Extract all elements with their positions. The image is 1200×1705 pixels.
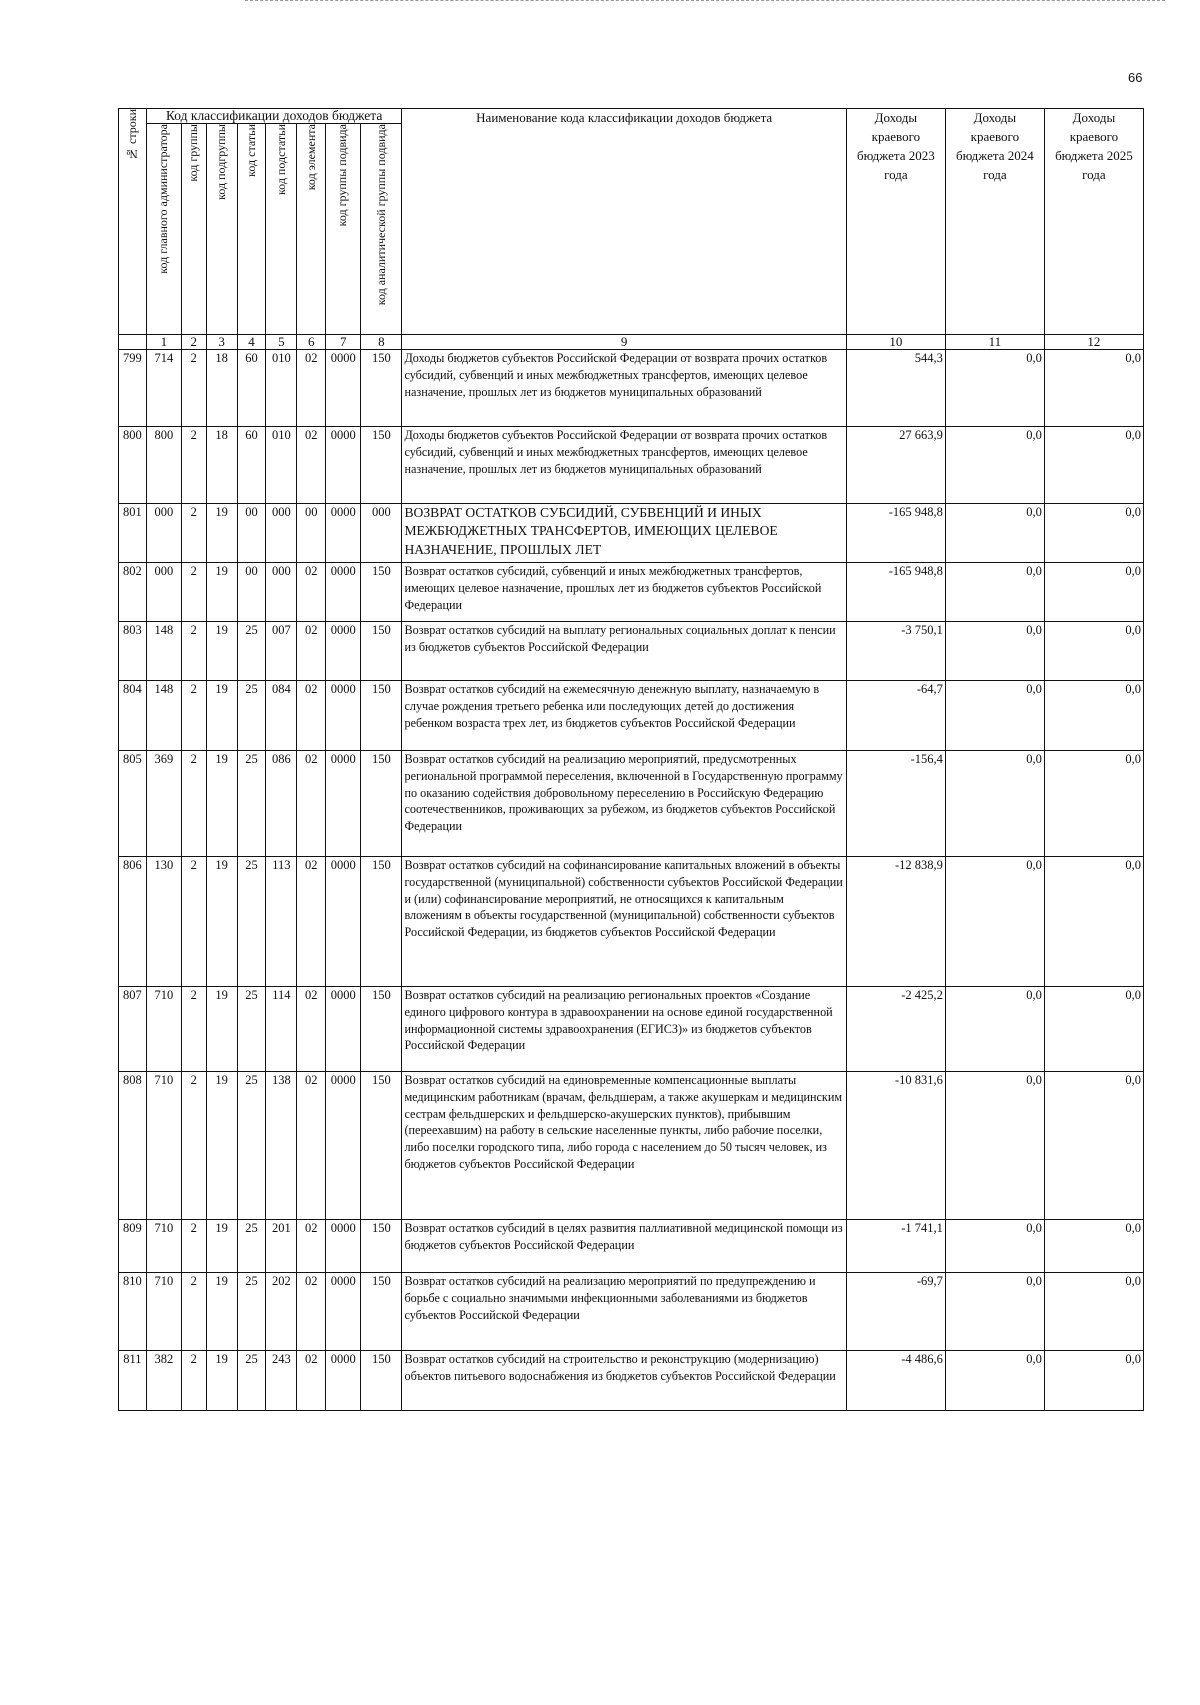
administrator-code-cell: 148: [146, 622, 181, 681]
subgroup-code-cell: 19: [206, 1220, 237, 1273]
administrator-code-cell: 800: [146, 427, 181, 504]
row-number-cell: 804: [119, 681, 147, 751]
analytic-group-code-cell: 150: [361, 1273, 402, 1351]
administrator-code-cell: 382: [146, 1351, 181, 1411]
value-2024-cell: 0,0: [945, 1351, 1044, 1411]
analytic-group-code-cell: 150: [361, 563, 402, 622]
subtype-group-code-cell: 0000: [326, 681, 361, 751]
group-code-cell: 2: [181, 504, 206, 563]
value-2023-cell: -10 831,6: [846, 1072, 945, 1220]
article-code-cell: 25: [237, 987, 266, 1072]
column-number: 6: [297, 335, 326, 350]
page-number: 66: [1128, 70, 1143, 85]
revenue-name-cell: Возврат остатков субсидий на реализацию мероприятий по предупреждению и борьбе с социально значимыми инфекционными заболеваниями из бюджетов субъектов Российской Федерации: [402, 1273, 846, 1351]
table-row: [119, 1273, 1144, 1351]
analytic-group-code-cell: 150: [361, 1220, 402, 1273]
administrator-code-cell: 710: [146, 987, 181, 1072]
analytic-group-code-cell: 150: [361, 350, 402, 427]
article-code-cell: 25: [237, 622, 266, 681]
subgroup-code-cell: 19: [206, 504, 237, 563]
code-header-article: код статьи: [237, 124, 266, 335]
table-row: [119, 504, 1144, 563]
subarticle-code-cell: 201: [266, 1220, 297, 1273]
subarticle-code-cell: 138: [266, 1072, 297, 1220]
table-row: [119, 1351, 1144, 1411]
value-2025-cell: 0,0: [1044, 563, 1143, 622]
value-2024-cell: 0,0: [945, 681, 1044, 751]
subtype-group-code-cell: 0000: [326, 1273, 361, 1351]
value-2024-cell: 0,0: [945, 1273, 1044, 1351]
analytic-group-code-cell: 150: [361, 681, 402, 751]
column-number: 4: [237, 335, 266, 350]
article-code-cell: 60: [237, 427, 266, 504]
revenue-name-cell: Возврат остатков субсидий, субвенций и иных межбюджетных трансфертов, имеющих целевое назначение, прошлых лет из бюджетов субъектов Российской Федерации: [402, 563, 846, 622]
value-2024-cell: 0,0: [945, 350, 1044, 427]
group-code-cell: 2: [181, 427, 206, 504]
revenue-name-cell: Возврат остатков субсидий в целях развития паллиативной медицинской помощи из бюджетов субъектов Российской Федерации: [402, 1220, 846, 1273]
table-row: [119, 622, 1144, 681]
administrator-code-cell: 000: [146, 563, 181, 622]
subtype-group-code-cell: 0000: [326, 987, 361, 1072]
analytic-group-code-cell: 150: [361, 987, 402, 1072]
article-code-cell: 25: [237, 751, 266, 857]
value-2025-cell: 0,0: [1044, 622, 1143, 681]
article-code-cell: 25: [237, 681, 266, 751]
code-header-element: код элемента: [297, 124, 326, 335]
group-code-cell: 2: [181, 751, 206, 857]
row-number-cell: 800: [119, 427, 147, 504]
value-2024-cell: 0,0: [945, 563, 1044, 622]
value-2023-cell: -1 741,1: [846, 1220, 945, 1273]
subarticle-code-cell: 010: [266, 427, 297, 504]
budget-revenue-table: [118, 108, 1144, 1411]
column-number: 7: [326, 335, 361, 350]
group-code-cell: 2: [181, 987, 206, 1072]
group-code-cell: 2: [181, 350, 206, 427]
code-header-administrator: код главного администратора: [146, 124, 181, 335]
value-2023-cell: -12 838,9: [846, 857, 945, 987]
row-number-cell: 802: [119, 563, 147, 622]
subgroup-code-cell: 19: [206, 857, 237, 987]
column-number: 12: [1044, 335, 1143, 350]
subtype-group-code-cell: 0000: [326, 1220, 361, 1273]
year-2024-header: Доходы краевого бюджета 2024 года: [945, 109, 1044, 335]
analytic-group-code-cell: 150: [361, 751, 402, 857]
subtype-group-code-cell: 0000: [326, 427, 361, 504]
value-2024-cell: 0,0: [945, 427, 1044, 504]
subtype-group-code-cell: 0000: [326, 1072, 361, 1220]
row-number-cell: 810: [119, 1273, 147, 1351]
analytic-group-code-cell: 150: [361, 857, 402, 987]
classification-group-header: Код классификации доходов бюджета: [146, 109, 402, 124]
value-2023-cell: -3 750,1: [846, 622, 945, 681]
group-code-cell: 2: [181, 1220, 206, 1273]
column-number: 3: [206, 335, 237, 350]
element-code-cell: 02: [297, 622, 326, 681]
value-2025-cell: 0,0: [1044, 1072, 1143, 1220]
element-code-cell: 02: [297, 857, 326, 987]
revenue-name-cell: Доходы бюджетов субъектов Российской Федерации от возврата прочих остатков субсидий, субвенций и иных межбюджетных трансфертов, имеющих целевое назначение, прошлых лет из бюджетов муниципальных образований: [402, 427, 846, 504]
subgroup-code-cell: 18: [206, 350, 237, 427]
element-code-cell: 02: [297, 563, 326, 622]
subtype-group-code-cell: 0000: [326, 622, 361, 681]
row-number-cell: 805: [119, 751, 147, 857]
subgroup-code-cell: 18: [206, 427, 237, 504]
article-code-cell: 60: [237, 350, 266, 427]
article-code-cell: 25: [237, 1273, 266, 1351]
column-number: 11: [945, 335, 1044, 350]
table-row: [119, 987, 1144, 1072]
value-2023-cell: 544,3: [846, 350, 945, 427]
revenue-name-cell: Возврат остатков субсидий на выплату региональных социальных доплат к пенсии из бюджетов субъектов Российской Федерации: [402, 622, 846, 681]
group-code-cell: 2: [181, 857, 206, 987]
analytic-group-code-cell: 000: [361, 504, 402, 563]
table-row: [119, 681, 1144, 751]
analytic-group-code-cell: 150: [361, 427, 402, 504]
code-header-analytic-group: код аналитической группы подвида: [361, 124, 402, 335]
element-code-cell: 02: [297, 1220, 326, 1273]
article-code-cell: 00: [237, 563, 266, 622]
subarticle-code-cell: 010: [266, 350, 297, 427]
value-2025-cell: 0,0: [1044, 987, 1143, 1072]
value-2025-cell: 0,0: [1044, 350, 1143, 427]
column-number: 10: [846, 335, 945, 350]
revenue-name-cell: Возврат остатков субсидий на реализацию региональных проектов «Создание единого цифрового контура в здравоохранении на основе единой государственной информационной системы здравоохранения (ЕГИСЗ)» из бюджетов субъектов Российской Федерации: [402, 987, 846, 1072]
value-2025-cell: 0,0: [1044, 1351, 1143, 1411]
scan-top-edge: [245, 0, 1165, 3]
subarticle-code-cell: 007: [266, 622, 297, 681]
value-2025-cell: 0,0: [1044, 1220, 1143, 1273]
column-number: 2: [181, 335, 206, 350]
row-number-cell: 809: [119, 1220, 147, 1273]
column-number: 1: [146, 335, 181, 350]
value-2024-cell: 0,0: [945, 1072, 1044, 1220]
group-code-cell: 2: [181, 1072, 206, 1220]
column-number: 9: [402, 335, 846, 350]
subarticle-code-cell: 084: [266, 681, 297, 751]
subarticle-code-cell: 202: [266, 1273, 297, 1351]
code-header-subtype-group: код группы подвида: [326, 124, 361, 335]
revenue-name-cell: Возврат остатков субсидий на ежемесячную денежную выплату, назначаемую в случае рождения третьего ребенка или последующих детей до достижения ребенком возраста трех лет, из бюджетов субъектов Российской Федерации: [402, 681, 846, 751]
value-2024-cell: 0,0: [945, 751, 1044, 857]
row-number-cell: 807: [119, 987, 147, 1072]
revenue-name-cell: Возврат остатков субсидий на строительство и реконструкцию (модернизацию) объектов питьевого водоснабжения из бюджетов субъектов Российской Федерации: [402, 1351, 846, 1411]
table-row: [119, 563, 1144, 622]
table-row: [119, 857, 1144, 987]
column-number: 5: [266, 335, 297, 350]
value-2024-cell: 0,0: [945, 987, 1044, 1072]
value-2025-cell: 0,0: [1044, 504, 1143, 563]
element-code-cell: 02: [297, 681, 326, 751]
subtype-group-code-cell: 0000: [326, 350, 361, 427]
value-2025-cell: 0,0: [1044, 427, 1143, 504]
article-code-cell: 25: [237, 1351, 266, 1411]
value-2025-cell: 0,0: [1044, 1273, 1143, 1351]
analytic-group-code-cell: 150: [361, 622, 402, 681]
administrator-code-cell: 000: [146, 504, 181, 563]
article-code-cell: 25: [237, 1220, 266, 1273]
row-number-cell: 801: [119, 504, 147, 563]
subgroup-code-cell: 19: [206, 563, 237, 622]
subgroup-code-cell: 19: [206, 681, 237, 751]
year-2025-header: Доходы краевого бюджета 2025 года: [1044, 109, 1143, 335]
administrator-code-cell: 710: [146, 1220, 181, 1273]
table-row: [119, 751, 1144, 857]
article-code-cell: 00: [237, 504, 266, 563]
value-2024-cell: 0,0: [945, 504, 1044, 563]
table-row: [119, 427, 1144, 504]
code-header-group: код группы: [181, 124, 206, 335]
value-2025-cell: 0,0: [1044, 857, 1143, 987]
column-number: [119, 335, 147, 350]
analytic-group-code-cell: 150: [361, 1072, 402, 1220]
subarticle-code-cell: 114: [266, 987, 297, 1072]
element-code-cell: 02: [297, 350, 326, 427]
element-code-cell: 02: [297, 1273, 326, 1351]
table-row: [119, 1220, 1144, 1273]
row-number-header: № строки: [119, 109, 147, 335]
value-2023-cell: -69,7: [846, 1273, 945, 1351]
year-2023-header: Доходы краевого бюджета 2023 года: [846, 109, 945, 335]
table-row: [119, 1072, 1144, 1220]
subtype-group-code-cell: 0000: [326, 751, 361, 857]
row-number-cell: 811: [119, 1351, 147, 1411]
subarticle-code-cell: 086: [266, 751, 297, 857]
element-code-cell: 02: [297, 427, 326, 504]
subgroup-code-cell: 19: [206, 987, 237, 1072]
administrator-code-cell: 710: [146, 1273, 181, 1351]
subtype-group-code-cell: 0000: [326, 563, 361, 622]
value-2023-cell: 27 663,9: [846, 427, 945, 504]
value-2023-cell: -2 425,2: [846, 987, 945, 1072]
element-code-cell: 02: [297, 987, 326, 1072]
table-row: [119, 350, 1144, 427]
group-code-cell: 2: [181, 681, 206, 751]
value-2025-cell: 0,0: [1044, 751, 1143, 857]
administrator-code-cell: 130: [146, 857, 181, 987]
revenue-name-cell: Возврат остатков субсидий на реализацию мероприятий, предусмотренных региональной программой переселения, включенной в Государственную программу по оказанию содействия добровольному переселению в Российскую Федерацию соотечественников, проживающих за рубежом, из бюджетов субъектов Российской Федерации: [402, 751, 846, 857]
code-header-subarticle: код подстатьи: [266, 124, 297, 335]
subarticle-code-cell: 000: [266, 563, 297, 622]
group-code-cell: 2: [181, 1273, 206, 1351]
analytic-group-code-cell: 150: [361, 1351, 402, 1411]
article-code-cell: 25: [237, 857, 266, 987]
subarticle-code-cell: 113: [266, 857, 297, 987]
subgroup-code-cell: 19: [206, 751, 237, 857]
column-number-row: [119, 335, 1144, 350]
revenue-name-cell: Возврат остатков субсидий на софинансирование капитальных вложений в объекты государственной (муниципальной) собственности субъектов Российской Федерации и (или) софинансирование мероприятий, не относящихся к капитальным вложениям в объекты государственной (муниципальной) собственности субъектов Российской Федерации, из бюджетов субъектов Российской Федерации: [402, 857, 846, 987]
element-code-cell: 02: [297, 751, 326, 857]
row-number-cell: 799: [119, 350, 147, 427]
row-number-cell: 806: [119, 857, 147, 987]
subtype-group-code-cell: 0000: [326, 857, 361, 987]
subarticle-code-cell: 000: [266, 504, 297, 563]
value-2024-cell: 0,0: [945, 857, 1044, 987]
value-2023-cell: -4 486,6: [846, 1351, 945, 1411]
revenue-name-cell: Доходы бюджетов субъектов Российской Федерации от возврата прочих остатков субсидий, субвенций и иных межбюджетных трансфертов, имеющих целевое назначение, прошлых лет из бюджетов муниципальных образований: [402, 350, 846, 427]
name-column-header: Наименование кода классификации доходов бюджета: [402, 109, 846, 335]
value-2023-cell: -165 948,8: [846, 504, 945, 563]
value-2023-cell: -64,7: [846, 681, 945, 751]
value-2024-cell: 0,0: [945, 1220, 1044, 1273]
subarticle-code-cell: 243: [266, 1351, 297, 1411]
subgroup-code-cell: 19: [206, 622, 237, 681]
value-2025-cell: 0,0: [1044, 681, 1143, 751]
administrator-code-cell: 148: [146, 681, 181, 751]
administrator-code-cell: 714: [146, 350, 181, 427]
revenue-name-cell: Возврат остатков субсидий на единовременные компенсационные выплаты медицинским работникам (врачам, фельдшерам, а также акушеркам и медицинским сестрам фельдшерских и фельдшерско-акушерских пунктов), прибывшим (переехавшим) на работу в сельские населенные пункты, либо рабочие поселки, либо поселки городского типа, либо города с населением до 50 тысяч человек, из бюджетов субъектов Российской Федерации: [402, 1072, 846, 1220]
subtype-group-code-cell: 0000: [326, 1351, 361, 1411]
subtype-group-code-cell: 0000: [326, 504, 361, 563]
group-code-cell: 2: [181, 1351, 206, 1411]
value-2023-cell: -156,4: [846, 751, 945, 857]
subgroup-code-cell: 19: [206, 1072, 237, 1220]
article-code-cell: 25: [237, 1072, 266, 1220]
group-code-cell: 2: [181, 622, 206, 681]
value-2024-cell: 0,0: [945, 622, 1044, 681]
element-code-cell: 02: [297, 1072, 326, 1220]
column-number: 8: [361, 335, 402, 350]
code-header-subgroup: код подгруппы: [206, 124, 237, 335]
revenue-name-cell: ВОЗВРАТ ОСТАТКОВ СУБСИДИЙ, СУБВЕНЦИЙ И ИНЫХ МЕЖБЮДЖЕТНЫХ ТРАНСФЕРТОВ, ИМЕЮЩИХ ЦЕЛЕВОЕ НАЗНАЧЕНИЕ, ПРОШЛЫХ ЛЕТ: [402, 504, 846, 563]
administrator-code-cell: 369: [146, 751, 181, 857]
value-2023-cell: -165 948,8: [846, 563, 945, 622]
row-number-cell: 808: [119, 1072, 147, 1220]
row-number-cell: 803: [119, 622, 147, 681]
administrator-code-cell: 710: [146, 1072, 181, 1220]
element-code-cell: 00: [297, 504, 326, 563]
subgroup-code-cell: 19: [206, 1351, 237, 1411]
subgroup-code-cell: 19: [206, 1273, 237, 1351]
group-code-cell: 2: [181, 563, 206, 622]
element-code-cell: 02: [297, 1351, 326, 1411]
